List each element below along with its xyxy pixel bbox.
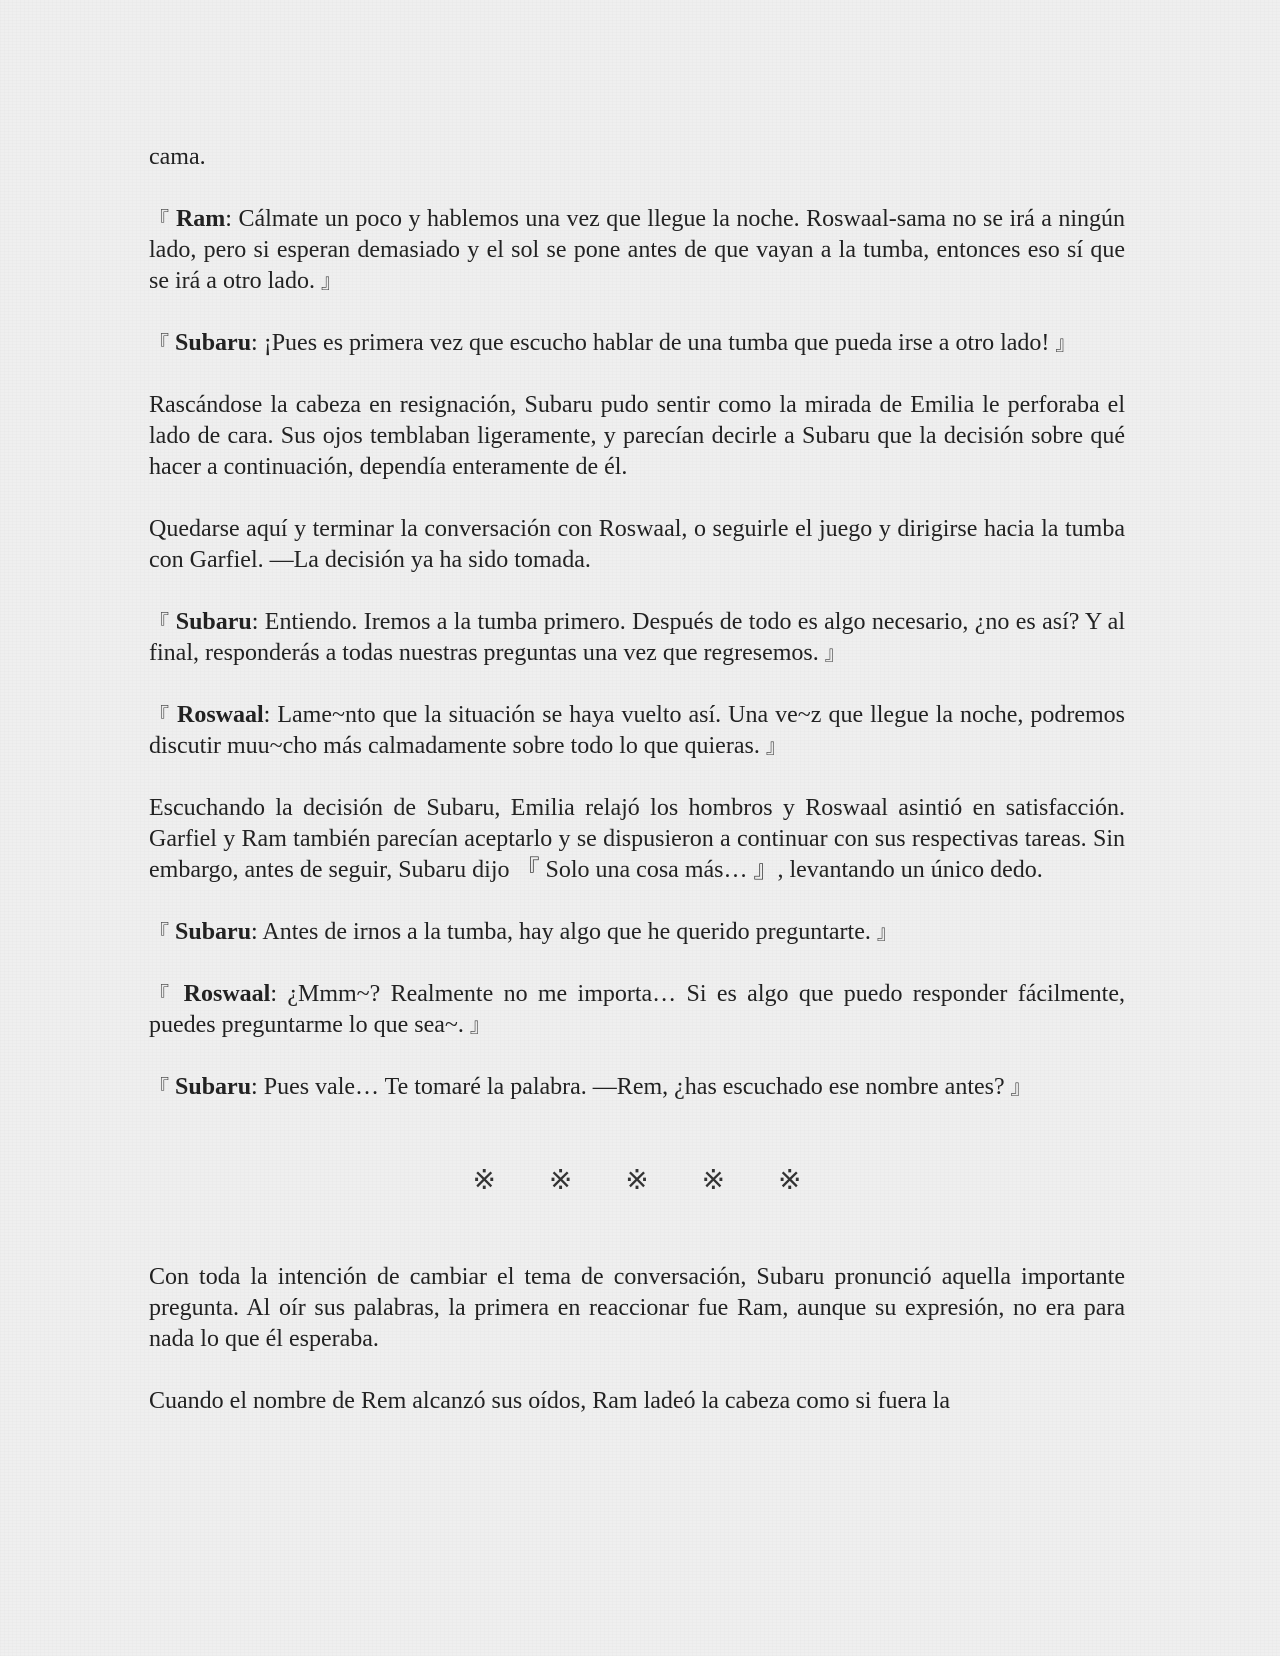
speaker-name: Ram [175,206,226,232]
paragraph-text: Escuchando la decisión de Subaru, Emilia relajó los hombros y Roswaal asintió en satisfacción. Garfiel y Ram también parecían aceptarlo y se dispusieron a continuar con sus respectivas tareas. Sin embargo, antes de seguir, Subaru dijo 『 Solo una cosa más… 』, levantando un único dedo. [149,795,1125,883]
open-quote-bracket: 『 [149,920,169,944]
scene-break-separator: ※ ※ ※ ※ ※ [472,1163,824,1196]
dialogue-line [149,607,1125,669]
speaker-name: Subaru [175,1074,252,1100]
close-quote-bracket: 』 [320,269,341,293]
dialogue-text: ¡Pues es primera vez que escucho hablar de una tumba que pueda irse a otro lado! [257,330,1056,356]
open-quote-bracket: 『 [149,331,169,355]
dialogue-line [149,1072,1125,1103]
speaker-name: Subaru [175,330,252,356]
speaker-colon: : [263,702,271,728]
open-quote-bracket: 『 [149,610,170,634]
paragraph [149,1262,1125,1355]
dialogue-text: Pues vale… Te tomaré la palabra. —Rem, ¿has escuchado ese nombre antes? [257,1074,1011,1100]
dialogue-text: Antes de irnos a la tumba, hay algo que he querido preguntarte. [257,919,877,945]
close-quote-bracket: 』 [1055,331,1076,355]
open-quote-bracket: 『 [149,1075,169,1099]
paragraph [149,390,1125,483]
dialogue-line [149,328,1125,359]
paragraph-text: Rascándose la cabeza en resignación, Subaru pudo sentir como la mirada de Emilia le perforaba el lado de cara. Sus ojos temblaban ligeramente, y parecían decirle a Subaru que la decisión sobre qué hacer a continuación, dependía enteramente de él. [149,392,1125,480]
speaker-colon: : [270,981,277,1007]
paragraph-text: Quedarse aquí y terminar la conversación con Roswaal, o seguirle el juego y dirigirse hacia la tumba con Garfiel. —La decisión ya ha sido tomada. [149,516,1125,573]
paragraph [149,1386,1125,1417]
body-text [149,142,1125,1417]
dialogue-text: Entiendo. Iremos a la tumba primero. Después de todo es algo necesario, ¿no es así? Y al final, responderás a todas nuestras preguntas una vez que regresemos. [149,609,1126,666]
dialogue-line [149,917,1125,948]
close-quote-bracket: 』 [469,1013,490,1037]
paragraph [149,514,1125,576]
paragraph-text: Cuando el nombre de Rem alcanzó sus oídos, Ram ladeó la cabeza como si fuera la [149,1388,951,1414]
speaker-colon: : [225,206,232,232]
paragraph [149,793,1125,886]
dialogue-line [149,204,1125,297]
close-quote-bracket: 』 [1010,1075,1031,1099]
dialogue-line [149,979,1125,1041]
speaker-colon: : [251,1074,258,1100]
open-quote-bracket: 『 [149,207,170,231]
close-quote-bracket: 』 [824,641,845,665]
open-quote-bracket: 『 [149,703,170,727]
speaker-name: Roswaal [183,981,271,1007]
speaker-name: Subaru [175,919,252,945]
close-quote-bracket: 』 [876,920,897,944]
speaker-colon: : [251,609,259,635]
paragraph-text: Con toda la intención de cambiar el tema de conversación, Subaru pronunció aquella importante pregunta. Al oír sus palabras, la primera en reaccionar fue Ram, aunque su expresión, no era para nada lo que él esperaba. [149,1264,1125,1352]
close-quote-bracket: 』 [765,734,786,758]
open-quote-bracket: 『 [149,982,174,1006]
dialogue-text: Cálmate un poco y hablemos una vez que llegue la noche. Roswaal-sama no se irá a ningún lado, pero si esperan demasiado y el sol se pone antes de que vayan a la tumba, entonces eso sí que se irá a otro lado. [149,206,1126,294]
dialogue-line [149,700,1125,762]
dialogue-text: ¿Mmm~? Realmente no me importa… Si es algo que puedo responder fácilmente, puedes preguntarme lo que sea~. [149,981,1126,1038]
speaker-name: Subaru [175,609,252,635]
speaker-colon: : [251,330,258,356]
speaker-colon: : [251,919,258,945]
paragraph-text: cama. [149,144,206,170]
speaker-name: Roswaal [177,702,264,728]
paragraph [149,142,1125,173]
dialogue-text: Lame~nto que la situación se haya vuelto así. Una ve~z que llegue la noche, podremos discutir muu~cho más calmadamente sobre todo lo que quieras. [149,702,1125,759]
